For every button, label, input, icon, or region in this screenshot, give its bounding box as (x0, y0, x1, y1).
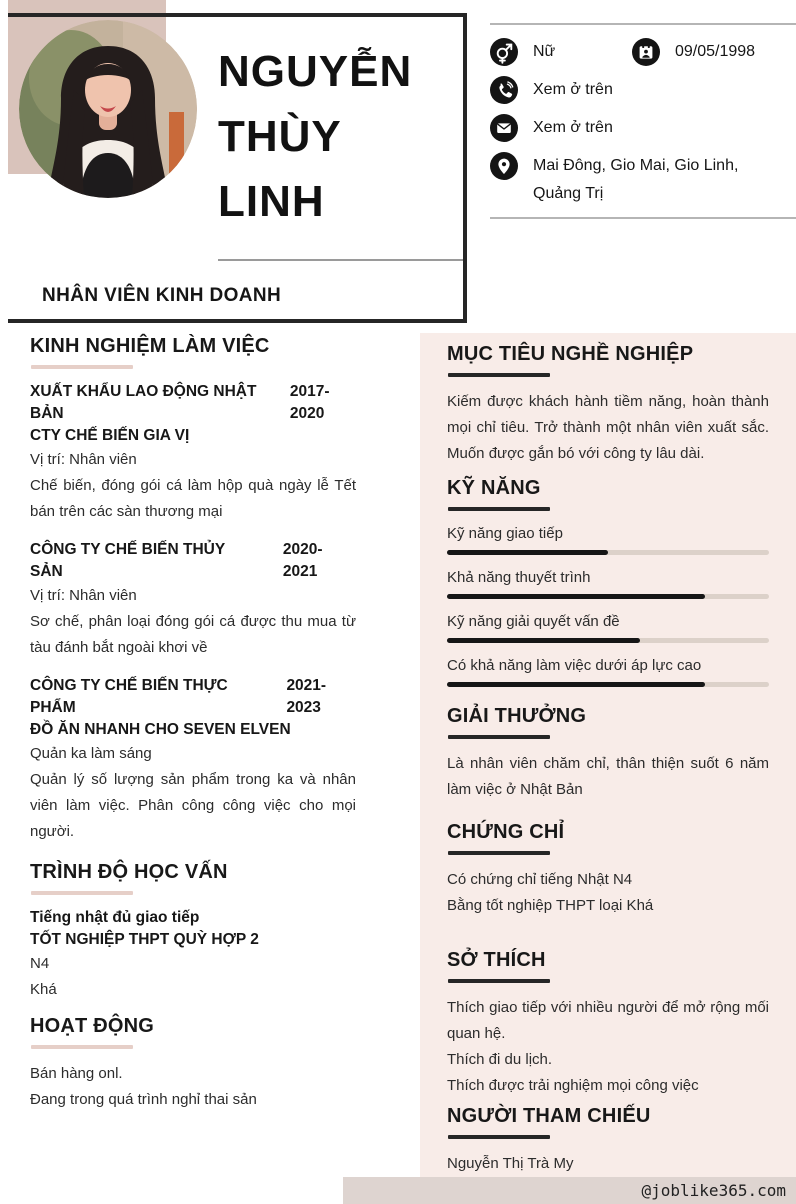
entry-subtitle: CTY CHẾ BIẾN GIA VỊ (30, 427, 190, 444)
entry-subtitle: ĐỒ ĂN NHANH CHO SEVEN ELVEN (30, 721, 291, 738)
certificates-lines (447, 867, 769, 919)
skill-bar-track (447, 682, 769, 687)
email-value: Xem ở trên (533, 119, 613, 136)
email-icon (490, 114, 518, 142)
experience-title: KINH NGHIỆM LÀM VIỆC (30, 335, 270, 357)
experience-title-underline (31, 365, 133, 369)
education-section (30, 859, 356, 1003)
entry-detail-line: Quản ka làm sáng (30, 745, 152, 762)
contact-row-email (490, 114, 796, 142)
phone-icon (490, 76, 518, 104)
hobbies-title-underline (448, 979, 550, 983)
address-value: Mai Đông, Gio Mai, Gio Linh, Quảng Trị (533, 157, 739, 202)
reference-line: Nguyễn Thị Trà My (447, 1155, 574, 1172)
education-bold-line: Tiếng nhật đủ giao tiếp (30, 909, 200, 926)
skill-bar-fill (447, 638, 640, 643)
education-lines (30, 951, 356, 1003)
name-line-3: LINH (218, 177, 325, 226)
certificates-title: CHỨNG CHỈ (447, 821, 565, 843)
profile-photo (19, 20, 197, 198)
hobby-line: Thích đi du lịch. (447, 1051, 553, 1068)
skills-section (447, 475, 769, 687)
job-title: NHÂN VIÊN KINH DOANH (42, 285, 282, 306)
skill-label: Có khả năng làm việc dưới áp lực cao (447, 657, 702, 674)
activities-title: HOẠT ĐỘNG (30, 1015, 155, 1037)
watermark-text: @joblike365.com (641, 1181, 786, 1200)
education-line: N4 (30, 955, 50, 972)
skills-title: KỸ NĂNG (447, 477, 541, 499)
activities-lines (30, 1061, 356, 1113)
awards-title-underline (448, 735, 550, 739)
experience-entry (30, 539, 356, 661)
activity-line: Bán hàng onl. (30, 1065, 123, 1082)
skill-item (447, 655, 769, 687)
skill-item (447, 567, 769, 599)
skills-title-underline (448, 507, 550, 511)
hobbies-section (447, 947, 769, 1099)
profile-photo-illustration (19, 20, 197, 198)
certificates-section (447, 819, 769, 919)
entry-period: 2020-2021 (282, 541, 323, 580)
education-bold-line: TỐT NGHIỆP THPT QUỲ HỢP 2 (30, 931, 259, 948)
objective-section (447, 341, 769, 467)
entry-company: CÔNG TY CHẾ BIẾN THỦY SẢN (30, 541, 225, 580)
hobbies-title: SỞ THÍCH (447, 949, 546, 971)
skill-bar-track (447, 638, 769, 643)
skill-label: Kỹ năng giao tiếp (447, 525, 563, 542)
birthday-calendar-icon (632, 38, 660, 66)
experience-entries (30, 381, 356, 845)
skill-item (447, 611, 769, 643)
entry-detail-line: Vị trí: Nhân viên (30, 451, 137, 468)
certificates-title-underline (448, 851, 550, 855)
skill-label: Kỹ năng giải quyết vấn đề (447, 613, 620, 630)
education-title-underline (31, 891, 133, 895)
footer-watermark-bar (343, 1177, 796, 1204)
name-line-2: THÙY (218, 112, 342, 161)
skill-item (447, 523, 769, 555)
objective-title-underline (448, 373, 550, 377)
entry-company: XUẤT KHẨU LAO ĐỘNG NHẬT BẢN (30, 383, 257, 422)
skill-bar-track (447, 594, 769, 599)
name-line-1: NGUYỄN (218, 47, 413, 96)
skills-list (447, 523, 769, 687)
certificate-line: Có chứng chỉ tiếng Nhật N4 (447, 871, 633, 888)
hobbies-lines (447, 995, 769, 1099)
activities-section (30, 1013, 356, 1113)
awards-title: GIẢI THƯỞNG (447, 705, 587, 727)
references-title: NGƯỜI THAM CHIẾU (447, 1105, 651, 1127)
contact-gender (490, 38, 632, 66)
activity-line: Đang trong quá trình nghỉ thai sản (30, 1091, 257, 1108)
skill-bar-fill (447, 550, 608, 555)
entry-period: 2017-2020 (289, 383, 330, 422)
experience-section (30, 333, 356, 845)
skill-bar-fill (447, 594, 705, 599)
phone-value: Xem ở trên (533, 81, 613, 98)
entry-company: CÔNG TY CHẾ BIẾN THỰC PHẨM (30, 677, 228, 716)
entry-period: 2021-2023 (286, 677, 327, 716)
entry-detail-line: Sơ chế, phân loại đóng gói cá được thu mua từ tàu đánh bắt ngoài khơi về (30, 613, 356, 656)
experience-entry (30, 381, 356, 525)
awards-text: Là nhân viên chăm chỉ, thân thiện suốt 6 năm làm việc ở Nhật Bản (447, 755, 769, 798)
entry-details (30, 583, 356, 661)
contact-row-address (490, 152, 796, 208)
skill-label: Khả năng thuyết trình (447, 569, 591, 586)
objective-text: Kiếm được khách hành tiềm năng, hoàn thành mọi chỉ tiêu. Trở thành một nhân viên xuất sắc. Muốn được gắn bó với công ty lâu dài. (447, 393, 769, 462)
experience-entry (30, 675, 356, 845)
education-title: TRÌNH ĐỘ HỌC VẤN (30, 861, 228, 883)
entry-detail-line: Quản lý số lượng sản phẩm trong ka và nhân viên làm việc. Phân công công việc cho mọi người. (30, 771, 356, 840)
awards-section (447, 703, 769, 803)
entry-detail-line: Chế biến, đóng gói cá làm hộp quà ngày lễ Tết bán trên các sàn thương mại (30, 477, 356, 520)
contact-section (490, 23, 796, 219)
entry-details (30, 741, 356, 845)
contact-birthday (632, 38, 755, 66)
candidate-name (218, 39, 412, 234)
location-icon (490, 152, 518, 180)
certificate-line: Bằng tốt nghiệp THPT loại Khá (447, 897, 654, 914)
references-title-underline (448, 1135, 550, 1139)
contact-row-phone (490, 76, 796, 104)
birthday-value: 09/05/1998 (675, 43, 756, 60)
left-column (30, 333, 356, 1113)
gender-value: Nữ (533, 43, 556, 60)
education-line: Khá (30, 981, 57, 998)
gender-icon (490, 38, 518, 66)
right-panel (420, 333, 796, 1177)
entry-details (30, 447, 356, 525)
activities-title-underline (31, 1045, 133, 1049)
hobby-line: Thích giao tiếp với nhiều người để mở rộng mối quan hệ. (447, 999, 769, 1042)
contact-row-gender-birthday (490, 38, 796, 66)
education-bold-lines (30, 907, 356, 951)
hobby-line: Thích được trải nghiệm mọi công việc (447, 1077, 699, 1094)
skill-bar-track (447, 550, 769, 555)
name-divider (218, 259, 463, 261)
entry-detail-line: Vị trí: Nhân viên (30, 587, 137, 604)
objective-title: MỤC TIÊU NGHỀ NGHIỆP (447, 343, 694, 365)
skill-bar-fill (447, 682, 705, 687)
